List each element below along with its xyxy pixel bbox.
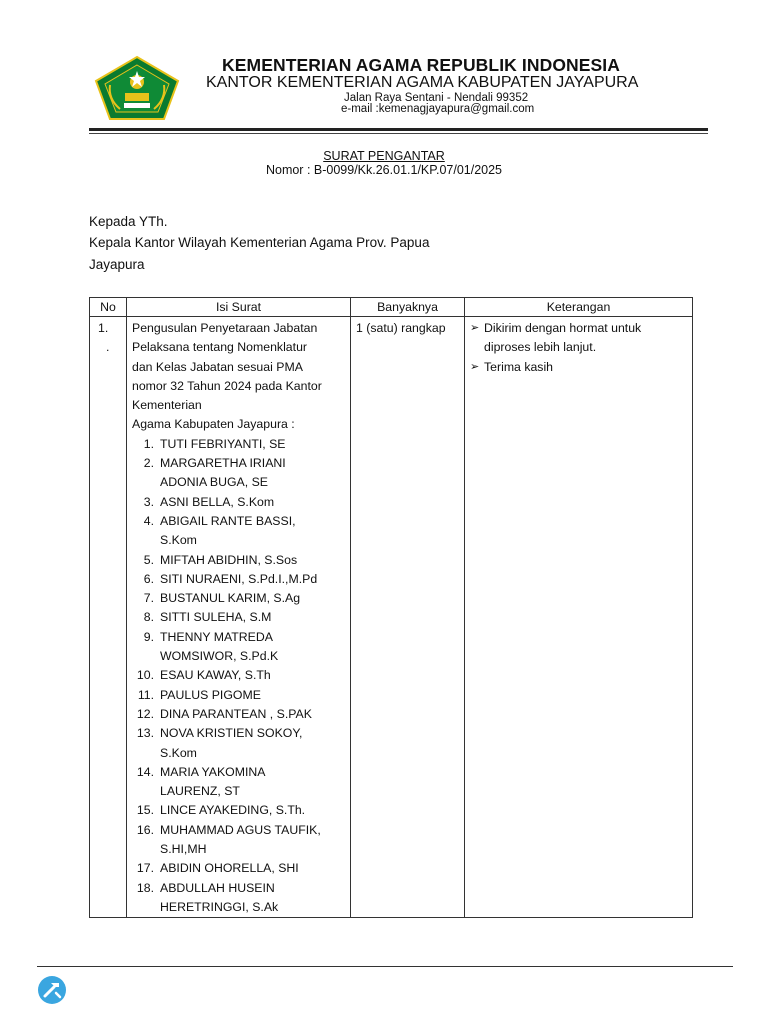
arrow-bullet-icon: ➢ xyxy=(470,360,480,373)
keterangan-text xyxy=(484,358,553,377)
list-item xyxy=(132,724,346,763)
row-number: 1. xyxy=(98,321,109,335)
list-item-name xyxy=(160,570,346,589)
isi-surat-line: Pengusulan Penyetaraan Jabatan xyxy=(132,321,318,335)
list-item xyxy=(132,493,346,512)
list-item-name xyxy=(160,859,346,878)
list-item-name xyxy=(160,763,346,802)
name-line: SITI NURAENI, S.Pd.I.,M.Pd xyxy=(160,571,318,586)
list-item xyxy=(132,879,346,918)
list-item xyxy=(132,763,346,802)
isi-surat-line: nomor 32 Tahun 2024 pada Kantor xyxy=(132,378,322,393)
list-item-name xyxy=(160,666,346,685)
list-item xyxy=(132,570,346,589)
letterhead-address: Jalan Raya Sentani - Nendali 99352 xyxy=(344,92,529,104)
name-line: ESAU KAWAY, S.Th xyxy=(160,668,271,683)
table-row xyxy=(90,317,693,918)
list-item-number: 8. xyxy=(143,610,154,625)
list-item-number: 1. xyxy=(143,436,154,451)
name-line: WOMSIWOR, S.Pd.K xyxy=(160,649,279,664)
letter-table xyxy=(89,297,693,918)
name-line: S.Kom xyxy=(160,533,197,548)
cell-banyaknya xyxy=(351,317,465,918)
name-line: MARGARETHA IRIANI xyxy=(160,456,286,471)
name-line: S.Kom xyxy=(160,745,197,760)
list-item-number: 16. xyxy=(136,822,154,837)
header-keterangan: Keterangan xyxy=(465,298,693,317)
name-line: ABDULLAH HUSEIN xyxy=(160,880,275,895)
cell-no xyxy=(90,317,127,918)
keterangan-text xyxy=(484,319,641,358)
list-item-number: 18. xyxy=(136,880,154,895)
list-item xyxy=(132,859,346,878)
list-item-name xyxy=(160,493,346,512)
list-item-number: 9. xyxy=(143,629,154,644)
list-item-name xyxy=(160,801,346,820)
list-item-number: 14. xyxy=(136,764,154,779)
hammer-wrench-circle-icon xyxy=(37,975,67,1005)
list-item-number: 13. xyxy=(136,726,154,741)
list-item-name xyxy=(160,879,346,918)
isi-surat-line: Agama Kabupaten Jayapura : xyxy=(132,417,295,432)
list-item xyxy=(132,435,346,454)
list-item-name xyxy=(160,435,346,454)
row-number-extra: . xyxy=(106,340,110,355)
list-item-number: 4. xyxy=(143,513,154,528)
keterangan-line: Terima kasih xyxy=(484,359,554,374)
banyaknya-value: 1 (satu) rangkap xyxy=(356,321,446,335)
name-line: MARIA YAKOMINA xyxy=(160,764,266,779)
list-item-name xyxy=(160,628,346,667)
list-item xyxy=(132,512,346,551)
list-item xyxy=(132,821,346,860)
list-item-number: 10. xyxy=(136,668,154,683)
list-item xyxy=(132,551,346,570)
list-item-number: 7. xyxy=(143,591,154,606)
list-item xyxy=(132,608,346,627)
list-item-number: 6. xyxy=(143,571,154,586)
recipient-city: Jayapura xyxy=(89,257,145,272)
name-line: S.HI,MH xyxy=(160,842,207,857)
list-item xyxy=(132,705,346,724)
recipient-title: Kepala Kantor Wilayah Kementerian Agama Prov. Papua xyxy=(89,235,430,250)
list-item-number: 3. xyxy=(143,494,154,509)
header-isi-surat: Isi Surat xyxy=(127,298,351,317)
name-line: MUHAMMAD AGUS TAUFIK, xyxy=(160,822,321,837)
letterhead-divider-thin xyxy=(89,133,708,134)
keterangan-list xyxy=(470,319,688,377)
list-item-name xyxy=(160,705,346,724)
table-header-row xyxy=(90,298,693,317)
list-item xyxy=(132,666,346,685)
name-line: DINA PARANTEAN , S.PAK xyxy=(160,706,312,721)
name-line: MIFTAH ABIDHIN, S.Sos xyxy=(160,552,298,567)
name-line: LAURENZ, ST xyxy=(160,784,240,799)
isi-surat-line: dan Kelas Jabatan sesuai PMA xyxy=(132,359,303,374)
isi-surat-line: Kementerian xyxy=(132,398,202,413)
name-line: TUTI FEBRIYANTI, SE xyxy=(160,436,286,451)
name-line: SITTI SULEHA, S.M xyxy=(160,610,272,625)
list-item-name xyxy=(160,551,346,570)
isi-surat-line: Pelaksana tentang Nomenklatur xyxy=(132,340,307,355)
keterangan-line: diproses lebih lanjut. xyxy=(484,340,597,355)
list-item xyxy=(132,589,346,608)
list-item xyxy=(132,454,346,493)
list-item-number: 5. xyxy=(143,552,154,567)
letterhead-divider xyxy=(89,128,708,131)
name-line: PAULUS PIGOME xyxy=(160,687,261,702)
footer-divider xyxy=(37,966,733,967)
list-item-number: 12. xyxy=(136,706,154,721)
letterhead-title: KEMENTERIAN AGAMA REPUBLIK INDONESIA xyxy=(222,55,621,75)
header-banyaknya: Banyaknya xyxy=(351,298,465,317)
list-item-name xyxy=(160,724,346,763)
list-item-number: 15. xyxy=(136,803,154,818)
list-item-number: 17. xyxy=(136,861,154,876)
letterhead-email: e-mail :kemenagjayapura@gmail.com xyxy=(341,103,535,115)
name-line: HERETRINGGI, S.Ak xyxy=(160,899,279,914)
list-item-name xyxy=(160,512,346,551)
header-no: No xyxy=(90,298,127,317)
keterangan-line: Dikirim dengan hormat untuk xyxy=(484,321,642,335)
name-line: NOVA KRISTIEN SOKOY, xyxy=(160,726,303,741)
list-item-number: 2. xyxy=(143,456,154,471)
name-line: ADONIA BUGA, SE xyxy=(160,475,268,490)
list-item-name xyxy=(160,454,346,493)
cell-keterangan xyxy=(465,317,693,918)
keterangan-item xyxy=(470,358,688,377)
keterangan-item xyxy=(470,319,688,358)
name-line: ABIGAIL RANTE BASSI, xyxy=(160,513,296,528)
list-item xyxy=(132,628,346,667)
list-item-name xyxy=(160,589,346,608)
kemenag-logo xyxy=(94,55,180,121)
recipient-greeting: Kepada YTh. xyxy=(89,214,168,229)
list-item xyxy=(132,801,346,820)
name-line: BUSTANUL KARIM, S.Ag xyxy=(160,591,301,606)
isi-surat-text xyxy=(132,319,346,435)
employee-list xyxy=(132,435,346,917)
name-line: THENNY MATREDA xyxy=(160,629,273,644)
list-item xyxy=(132,686,346,705)
list-item-number: 11. xyxy=(137,687,154,702)
letterhead-subtitle: KANTOR KEMENTERIAN AGAMA KABUPATEN JAYAPURA xyxy=(206,74,639,91)
document-number: Nomor : B-0099/Kk.26.01.1/KP.07/01/2025 xyxy=(265,163,503,177)
name-line: ASNI BELLA, S.Kom xyxy=(160,494,275,509)
name-line: LINCE AYAKEDING, S.Th. xyxy=(160,803,306,818)
list-item-name xyxy=(160,608,346,627)
list-item-name xyxy=(160,821,346,860)
document-title: SURAT PENGANTAR xyxy=(323,149,445,163)
cell-isi-surat xyxy=(127,317,351,918)
arrow-bullet-icon: ➢ xyxy=(470,322,480,334)
list-item-name xyxy=(160,686,346,705)
name-line: ABIDIN OHORELLA, SHI xyxy=(160,861,299,876)
